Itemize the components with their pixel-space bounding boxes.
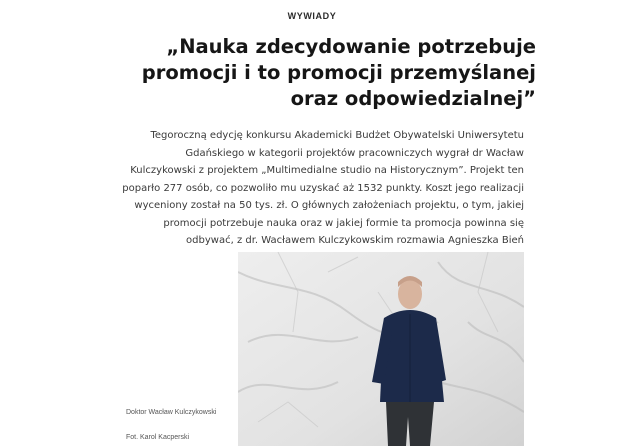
lead-line-7: odbywać, z dr. Wacławem Kulczykowskim rozmawia Agnieszka Bień	[186, 235, 524, 246]
lead-line-6: promocji potrzebuje nauka oraz w jakiej formie ta promocja powinna się	[163, 217, 524, 229]
lead-line-1: Tegoroczną edycję konkursu Akademicki Budżet Obywatelski Uniwersytetu	[150, 130, 524, 141]
photo-caption: Doktor Wacław Kulczykowski	[126, 409, 217, 416]
title-line-3: oraz odpowiedzialnej”	[290, 87, 536, 110]
portrait-photo-image	[238, 252, 524, 446]
lead-line-4: poparło 277 osób, co pozwoliło mu uzyskać aż 1532 punkty. Koszt jego realizacji	[122, 182, 524, 194]
title-line-2: promocji i to promocji przemyślanej	[141, 61, 536, 84]
lead-line-2: Gdańskiego w kategorii projektów pracowniczych wygrał dr Wacław	[185, 147, 524, 159]
photo-credit: Fot. Karol Kacperski	[126, 434, 190, 441]
article-title[interactable]	[66, 34, 536, 112]
category-label[interactable]: WYWIADY	[287, 11, 337, 21]
article-lead	[54, 127, 524, 250]
article-photo	[238, 252, 524, 446]
title-line-1: „Nauka zdecydowanie potrzebuje	[166, 35, 536, 58]
lead-line-3: Kulczykowski z projektem „Multimedialne studio na Historycznym”. Projekt ten	[130, 165, 524, 176]
lead-line-5: wyceniony został na 50 tys. zł. O głównych założeniach projektu, o tym, jakiej	[134, 200, 524, 211]
